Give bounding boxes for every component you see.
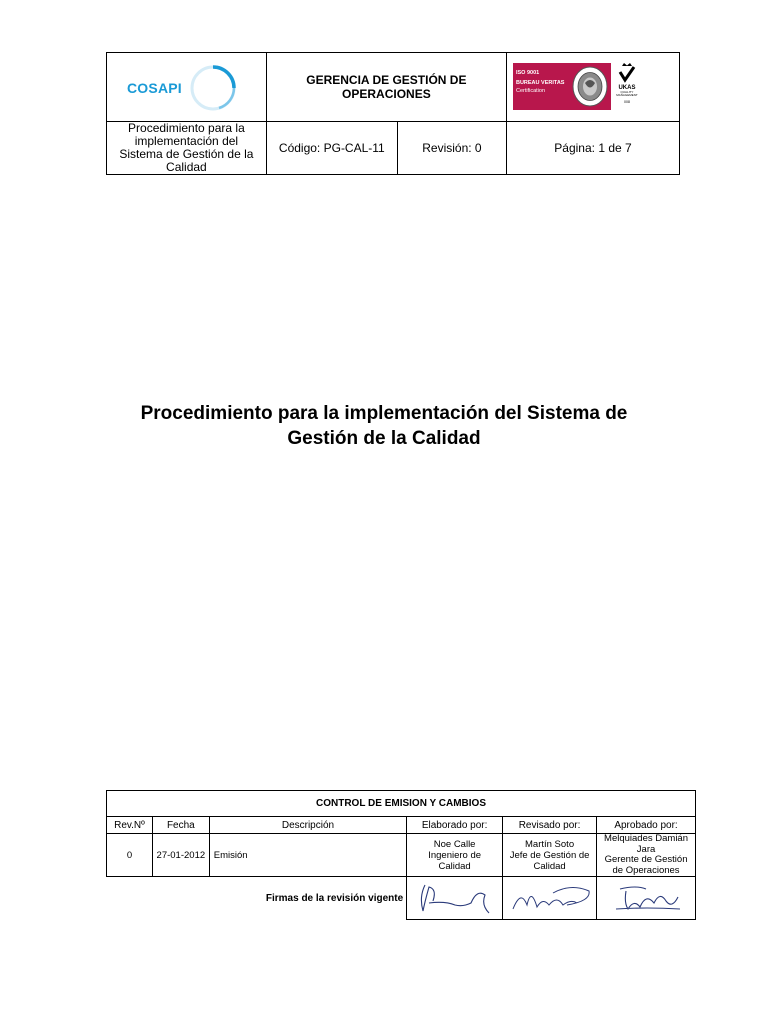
revision-number-cell: 0 [107, 834, 153, 877]
column-header-description: Descripción [209, 817, 406, 834]
approved-by-name-2: Jara [636, 843, 656, 855]
table-row [107, 834, 696, 877]
signature-row [107, 877, 696, 920]
company-logo-cell [107, 53, 267, 122]
bureau-veritas-badge [513, 63, 611, 110]
ukas-logo [616, 62, 638, 104]
company-logo-text: COSAPI [127, 80, 182, 96]
ukas-number: 008 [624, 100, 630, 104]
column-header-prepared-by: Elaborado por: [407, 817, 503, 834]
column-header-reviewed-by: Revisado por: [503, 817, 597, 834]
badge-line-cert: Certification [515, 88, 546, 94]
signatures-label: Firmas de la revisión vigente [265, 892, 404, 904]
main-title-line-1: Procedimiento para la implementación del Sistema de [140, 403, 628, 424]
certification-logos [506, 53, 679, 122]
control-table-title: CONTROL DE EMISION Y CAMBIOS [107, 791, 696, 817]
document-revision: Revisión: 0 [397, 122, 506, 175]
main-title-line-2: Gestión de la Calidad [287, 428, 481, 449]
approved-by-cell [597, 834, 696, 877]
document-header [106, 52, 680, 175]
reviewed-by-role-2: Calidad [533, 860, 566, 872]
crown-check-icon [618, 62, 636, 84]
company-logo-ring-icon [189, 64, 237, 112]
column-header-rev: Rev.Nº [107, 817, 153, 834]
document-title-cell: Procedimiento para la implementación del Sistema de Gestión de la Calidad [107, 122, 267, 175]
document-code: Código: PG-CAL-11 [266, 122, 397, 175]
approved-by-role-2: de Operaciones [612, 864, 680, 876]
badge-line-bv: BUREAU VERITAS [515, 80, 565, 86]
reviewed-by-role-1: Jefe de Gestión de [509, 849, 590, 861]
prepared-by-role-1: Ingeniero de [428, 849, 482, 861]
signature-reviewed-by [507, 879, 593, 917]
page-number: Página: 1 de 7 [506, 122, 679, 175]
description-cell: Emisión [209, 834, 406, 877]
approved-by-signature-cell [597, 877, 696, 920]
date-cell: 27-01-2012 [152, 834, 209, 877]
prepared-by-role-2: Calidad [438, 860, 471, 872]
bureau-veritas-seal-icon [571, 65, 609, 108]
approved-by-role-1: Gerente de Gestión [604, 854, 688, 865]
column-header-date: Fecha [152, 817, 209, 834]
reviewed-by-name: Martín Soto [525, 838, 575, 850]
prepared-by-name: Noe Calle [433, 838, 476, 850]
ukas-text: UKAS [618, 85, 636, 91]
signature-approved-by [606, 879, 686, 917]
department-name: GERENCIA DE GESTIÓN DE OPERACIONES [266, 53, 506, 122]
prepared-by-cell [407, 834, 503, 877]
reviewed-by-cell [503, 834, 597, 877]
column-header-approved-by: Aprobado por: [597, 817, 696, 834]
badge-line-iso: ISO 9001 [515, 70, 540, 76]
document-main-title [80, 401, 688, 451]
approved-by-name-1: Melquiades Damián [604, 833, 688, 844]
change-control-table [106, 790, 696, 920]
reviewed-by-signature-cell [503, 877, 597, 920]
signature-prepared-by [415, 879, 495, 917]
prepared-by-signature-cell [407, 877, 503, 920]
ukas-subtext: QUALITY MANAGEMENT [616, 90, 638, 97]
